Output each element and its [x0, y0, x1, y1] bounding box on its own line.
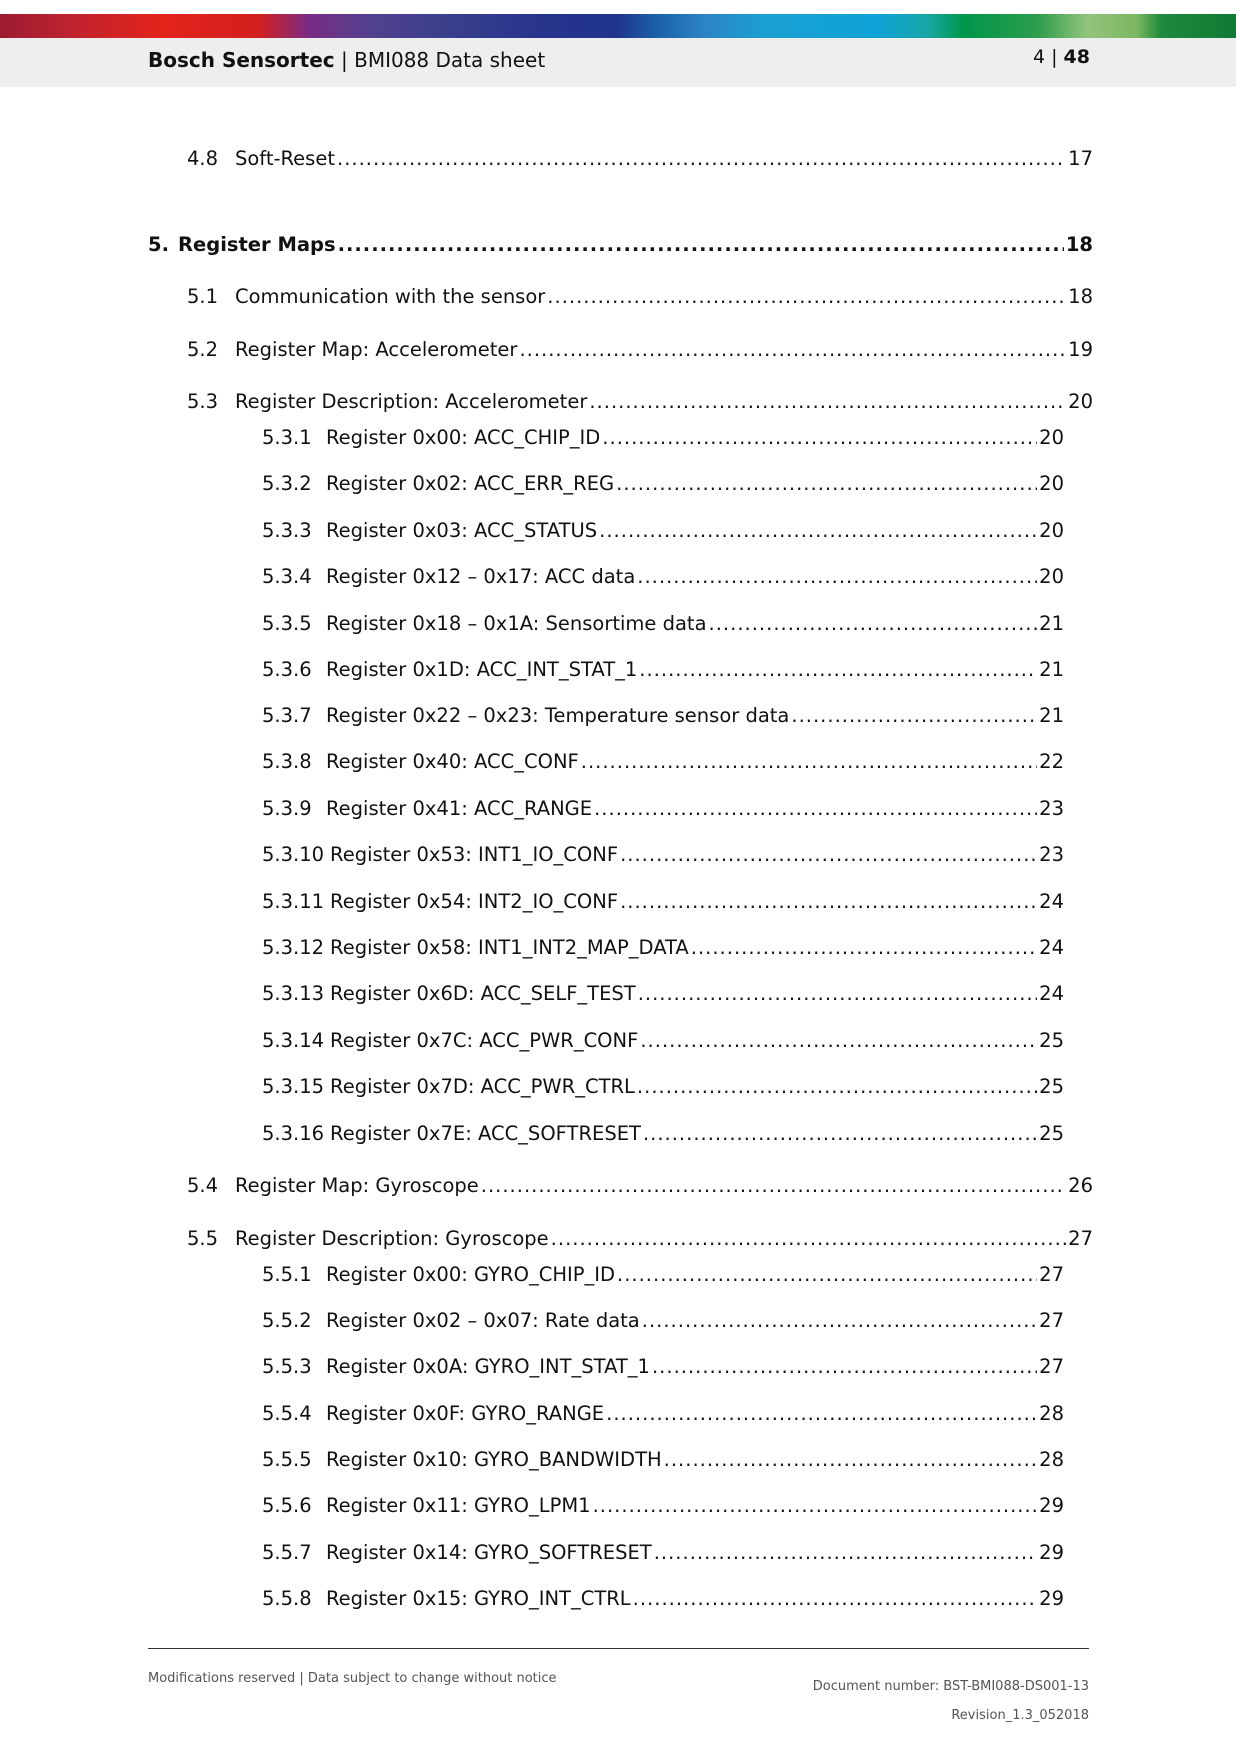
revision: Revision_1.3_052018: [951, 1708, 1089, 1723]
toc-entry[interactable]: [187, 284, 1093, 310]
toc-entry-title: Register 0x7D: ACC_PWR_CTRL: [330, 1075, 635, 1098]
toc-entry-number: 5.5.8: [262, 1587, 312, 1610]
toc-entry-title: Communication with the sensor: [235, 285, 546, 308]
toc-entry-page: 18: [1068, 285, 1093, 308]
toc-entry-page: 17: [1068, 147, 1093, 170]
toc-entry-page: 20: [1039, 426, 1064, 449]
toc-entry-title: Register Map: Accelerometer: [235, 338, 518, 361]
toc-entry[interactable]: [187, 146, 1093, 172]
toc-entry-number: 5.: [148, 233, 169, 256]
toc-leader-dots: [640, 1028, 1037, 1054]
toc-entry-page: 22: [1039, 750, 1064, 773]
toc-entry-number: 5.3: [187, 390, 219, 413]
toc-leader-dots: [639, 657, 1037, 683]
toc-leader-dots: [638, 981, 1037, 1007]
toc-subentry[interactable]: [262, 981, 1064, 1007]
toc-entry-title: Register 0x53: INT1_IO_CONF: [330, 843, 619, 866]
document-title: BMI088 Data sheet: [354, 48, 546, 72]
toc-entry-number: 5.3.3: [262, 519, 312, 542]
toc-subentry[interactable]: [262, 564, 1064, 590]
toc-entry-title: Register 0x54: INT2_IO_CONF: [330, 890, 619, 913]
toc-entry-number: 5.5.7: [262, 1541, 312, 1564]
toc-entry-title: Register 0x7C: ACC_PWR_CONF: [330, 1029, 639, 1052]
toc-leader-dots: [599, 518, 1037, 544]
toc-subentry[interactable]: [262, 611, 1064, 637]
toc-entry-title: Register Description: Accelerometer: [235, 390, 588, 413]
toc-entry-number: 5.3.14: [262, 1029, 325, 1052]
toc-entry-title: Register Map: Gyroscope: [235, 1174, 479, 1197]
toc-leader-dots: [637, 1074, 1037, 1100]
toc-entry-number: 5.5.4: [262, 1402, 312, 1425]
footer-divider: [148, 1648, 1089, 1649]
toc-entry-number: 5.5.5: [262, 1448, 312, 1471]
toc-entry-page: 28: [1039, 1402, 1064, 1425]
current-page: 4: [1032, 46, 1046, 68]
toc-entry-page: 20: [1068, 390, 1093, 413]
toc-leader-dots: [620, 889, 1037, 915]
toc-subentry[interactable]: [262, 1028, 1064, 1054]
toc-subentry[interactable]: [262, 1121, 1064, 1147]
toc-chapter-entry[interactable]: [148, 232, 1093, 258]
toc-entry-number: 5.3.7: [262, 704, 312, 727]
toc-entry-number: 5.5.1: [262, 1263, 312, 1286]
company-name: Bosch Sensortec: [148, 48, 335, 72]
toc-entry-page: 23: [1039, 843, 1064, 866]
footer-notice: Modifications reserved | Data subject to change without notice: [148, 1671, 557, 1686]
header-separator: |: [334, 48, 355, 72]
toc-leader-dots: [606, 1401, 1037, 1427]
toc-leader-dots: [547, 284, 1066, 310]
toc-entry-number: 5.4: [187, 1174, 219, 1197]
toc-entry-title: Register 0x15: GYRO_INT_CTRL: [326, 1587, 631, 1610]
document-number: Document number: BST-BMI088-DS001-13: [812, 1679, 1089, 1694]
toc-entry-page: 20: [1039, 472, 1064, 495]
toc-subentry[interactable]: [262, 842, 1064, 868]
toc-entry[interactable]: [187, 1226, 1093, 1252]
toc-entry-title: Register 0x11: GYRO_LPM1: [326, 1494, 591, 1517]
toc-entry-title: Register 0x1D: ACC_INT_STAT_1: [326, 658, 638, 681]
toc-entry-page: 27: [1039, 1309, 1064, 1332]
toc-subentry[interactable]: [262, 749, 1064, 775]
toc-entry-number: 5.3.11: [262, 890, 325, 913]
toc-leader-dots: [481, 1173, 1066, 1199]
toc-entry-page: 25: [1039, 1029, 1064, 1052]
page-number-separator: |: [1045, 46, 1064, 68]
toc-leader-dots: [664, 1447, 1038, 1473]
footer-document-info: [813, 1672, 1089, 1730]
toc-subentry[interactable]: [262, 1586, 1064, 1612]
toc-subentry[interactable]: [262, 935, 1064, 961]
toc-leader-dots: [643, 1121, 1037, 1147]
toc-entry-page: 24: [1039, 936, 1064, 959]
toc-entry-number: 5.3.8: [262, 750, 312, 773]
toc-subentry[interactable]: [262, 1308, 1064, 1334]
toc-leader-dots: [617, 1262, 1037, 1288]
toc-entry-title: Register 0x14: GYRO_SOFTRESET: [326, 1541, 652, 1564]
toc-subentry[interactable]: [262, 1493, 1064, 1519]
toc-entry-title: Register 0x40: ACC_CONF: [326, 750, 579, 773]
toc-entry-page: 29: [1039, 1494, 1064, 1517]
toc-entry-number: 5.5.6: [262, 1494, 312, 1517]
toc-entry-page: 21: [1039, 612, 1064, 635]
toc-subentry[interactable]: [262, 1540, 1064, 1566]
toc-subentry[interactable]: [262, 1354, 1064, 1380]
toc-entry-page: 26: [1068, 1174, 1093, 1197]
toc-leader-dots: [589, 389, 1066, 415]
toc-entry-title: Register 0x00: ACC_CHIP_ID: [326, 426, 601, 449]
toc-entry[interactable]: [187, 337, 1093, 363]
toc-entry-page: 19: [1068, 338, 1093, 361]
toc-entry[interactable]: [187, 1173, 1093, 1199]
toc-leader-dots: [791, 703, 1037, 729]
toc-entry-page: 24: [1039, 890, 1064, 913]
header-brand: [148, 47, 545, 73]
toc-subentry[interactable]: [262, 889, 1064, 915]
page-number: [1033, 45, 1090, 69]
toc-entry-title: Register 0x18 – 0x1A: Sensortime data: [326, 612, 707, 635]
toc-entry-number: 5.5: [187, 1227, 219, 1250]
toc-entry-title: Register 0x00: GYRO_CHIP_ID: [326, 1263, 616, 1286]
toc-entry-title: Register 0x0F: GYRO_RANGE: [326, 1402, 605, 1425]
toc-subentry[interactable]: [262, 518, 1064, 544]
toc-leader-dots: [616, 471, 1037, 497]
toc-entry-page: 20: [1039, 519, 1064, 542]
toc-entry-title: Register 0x0A: GYRO_INT_STAT_1: [326, 1355, 650, 1378]
toc-subentry[interactable]: [262, 471, 1064, 497]
toc-entry-number: 5.5.3: [262, 1355, 312, 1378]
toc-entry-title: Register 0x02 – 0x07: Rate data: [326, 1309, 640, 1332]
toc-entry-number: 5.1: [187, 285, 219, 308]
toc-entry-number: 5.3.12: [262, 936, 325, 959]
toc-leader-dots: [581, 749, 1037, 775]
toc-subentry[interactable]: [262, 657, 1064, 683]
toc-entry-number: 5.3.1: [262, 426, 312, 449]
toc-entry-page: 20: [1039, 565, 1064, 588]
toc-subentry[interactable]: [262, 1401, 1064, 1427]
toc-leader-dots: [593, 1493, 1038, 1519]
toc-entry-page: 24: [1039, 982, 1064, 1005]
toc-entry-title: Register 0x02: ACC_ERR_REG: [326, 472, 615, 495]
toc-entry-title: Register 0x22 – 0x23: Temperature sensor data: [326, 704, 790, 727]
toc-leader-dots: [654, 1540, 1037, 1566]
toc-entry-title: Register 0x10: GYRO_BANDWIDTH: [326, 1448, 662, 1471]
toc-entry-number: 5.5.2: [262, 1309, 312, 1332]
toc-leader-dots: [551, 1226, 1067, 1252]
brand-color-stripe: [0, 14, 1236, 38]
toc-entry-page: 21: [1039, 704, 1064, 727]
toc-entry-number: 5.3.2: [262, 472, 312, 495]
toc-subentry[interactable]: [262, 1262, 1064, 1288]
toc-entry-page: 18: [1065, 233, 1093, 256]
toc-leader-dots: [620, 842, 1037, 868]
toc-entry-page: 27: [1039, 1355, 1064, 1378]
toc-subentry[interactable]: [262, 796, 1064, 822]
toc-entry-number: 5.3.5: [262, 612, 312, 635]
toc-entry-title: Register 0x58: INT1_INT2_MAP_DATA: [330, 936, 689, 959]
toc-entry[interactable]: [187, 389, 1093, 415]
toc-entry-title: Register Description: Gyroscope: [235, 1227, 549, 1250]
toc-subentry[interactable]: [262, 1074, 1064, 1100]
toc-entry-number: 5.3.16: [262, 1122, 325, 1145]
toc-subentry[interactable]: [262, 703, 1064, 729]
toc-entry-page: 21: [1039, 658, 1064, 681]
toc-entry-title: Register 0x41: ACC_RANGE: [326, 797, 593, 820]
toc-leader-dots: [594, 796, 1037, 822]
toc-leader-dots: [642, 1308, 1037, 1334]
toc-entry-page: 29: [1039, 1541, 1064, 1564]
toc-entry-title: Soft-Reset: [235, 147, 335, 170]
toc-entry-number: 5.3.10: [262, 843, 325, 866]
toc-entry-page: 28: [1039, 1448, 1064, 1471]
toc-leader-dots: [652, 1354, 1037, 1380]
toc-entry-page: 25: [1039, 1075, 1064, 1098]
toc-leader-dots: [691, 935, 1037, 961]
toc-entry-number: 5.3.9: [262, 797, 312, 820]
toc-entry-title: Register Maps: [178, 233, 336, 256]
toc-entry-title: Register 0x6D: ACC_SELF_TEST: [330, 982, 636, 1005]
toc-entry-page: 27: [1039, 1263, 1064, 1286]
toc-entry-title: Register 0x03: ACC_STATUS: [326, 519, 598, 542]
toc-leader-dots: [602, 425, 1037, 451]
toc-leader-dots: [338, 232, 1064, 258]
toc-entry-number: 4.8: [187, 147, 219, 170]
toc-leader-dots: [519, 337, 1066, 363]
toc-entry-title: Register 0x12 – 0x17: ACC data: [326, 565, 636, 588]
toc-entry-page: 25: [1039, 1122, 1064, 1145]
total-pages: 48: [1063, 46, 1090, 68]
toc-subentry[interactable]: [262, 1447, 1064, 1473]
toc-leader-dots: [637, 564, 1037, 590]
toc-entry-title: Register 0x7E: ACC_SOFTRESET: [330, 1122, 641, 1145]
toc-entry-page: 29: [1039, 1587, 1064, 1610]
toc-entry-number: 5.3.6: [262, 658, 312, 681]
toc-leader-dots: [709, 611, 1038, 637]
toc-subentry[interactable]: [262, 425, 1064, 451]
toc-entry-number: 5.3.15: [262, 1075, 325, 1098]
toc-leader-dots: [337, 146, 1066, 172]
toc-entry-number: 5.3.4: [262, 565, 312, 588]
toc-leader-dots: [633, 1586, 1038, 1612]
toc-entry-number: 5.3.13: [262, 982, 325, 1005]
toc-entry-page: 23: [1039, 797, 1064, 820]
toc-entry-number: 5.2: [187, 338, 219, 361]
toc-entry-page: 27: [1068, 1227, 1093, 1250]
